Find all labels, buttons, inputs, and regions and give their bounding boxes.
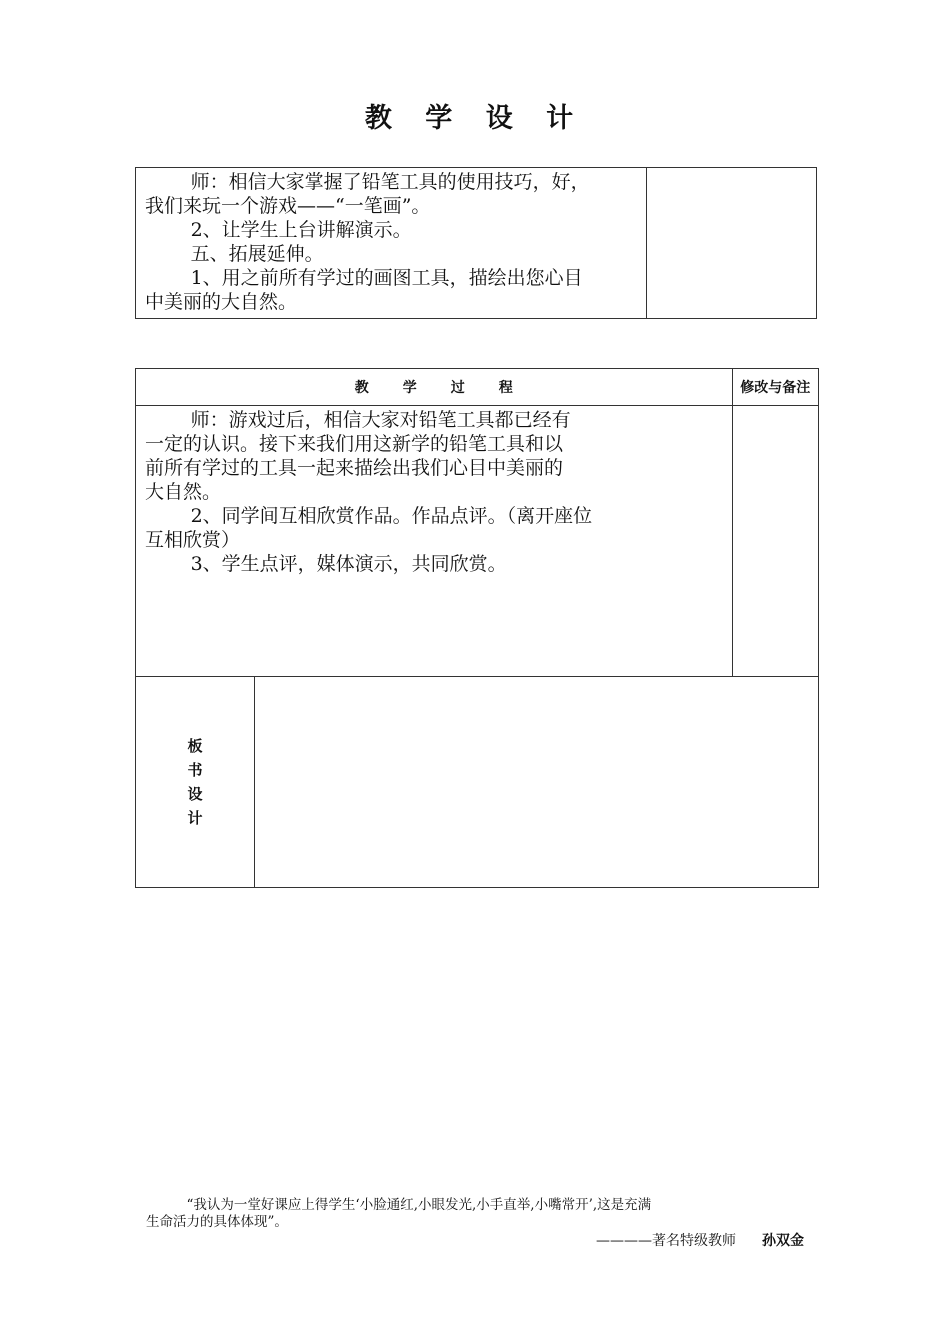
attribution: ————著名特级教师 xyxy=(596,1233,736,1249)
process-content-cell xyxy=(136,406,733,677)
board-label-char: 设 xyxy=(187,785,203,803)
notes-content-cell xyxy=(732,406,819,677)
lesson-process-table xyxy=(135,368,819,888)
board-design-label xyxy=(136,677,255,888)
process-line: 一定的认识。接下来我们用这新学的铅笔工具和以 xyxy=(145,433,564,455)
board-label-char: 书 xyxy=(187,761,203,779)
quote-line: 生命活力的具体体现”。 xyxy=(146,1214,288,1230)
content-line: 中美丽的大自然。 xyxy=(145,291,298,313)
page-title: 教 学 设 计 xyxy=(364,103,586,134)
lesson-content-cell xyxy=(136,168,647,319)
process-line: 互相欣赏） xyxy=(145,529,241,551)
content-line: 五、拓展延伸。 xyxy=(190,243,324,265)
footer-quote xyxy=(146,1197,814,1231)
board-design-content xyxy=(255,677,819,888)
notes-cell xyxy=(647,168,817,319)
process-header xyxy=(136,369,733,406)
content-line: 师：相信大家掌握了铅笔工具的使用技巧，好， xyxy=(190,171,590,193)
content-line: 1、用之前所有学过的画图工具，描绘出您心目 xyxy=(190,267,583,289)
content-line: 2、让学生上台讲解演示。 xyxy=(190,219,412,241)
notes-header-label: 修改与备注 xyxy=(740,380,811,396)
board-label-char: 计 xyxy=(187,809,203,827)
content-line: 我们来玩一个游戏——“一笔画”。 xyxy=(145,195,431,217)
footer-signature xyxy=(596,1230,804,1250)
process-line: 3、学生点评，媒体演示，共同欣赏。 xyxy=(190,553,507,575)
notes-header xyxy=(732,369,819,406)
process-line: 前所有学过的工具一起来描绘出我们心目中美丽的 xyxy=(145,457,564,479)
board-label-char: 板 xyxy=(187,737,203,755)
lesson-table-continued xyxy=(135,167,817,319)
process-line: 2、同学间互相欣赏作品。作品点评。（离开座位 xyxy=(190,505,593,527)
process-line: 师：游戏过后，相信大家对铅笔工具都已经有 xyxy=(190,409,571,431)
quote-line: “我认为一堂好课应上得学生‘小脸通红,小眼发光,小手直举,小嘴常开’,这是充满 xyxy=(186,1197,652,1213)
process-line: 大自然。 xyxy=(145,481,222,503)
author-name: 孙双金 xyxy=(762,1233,804,1249)
process-header-label: 教学过程 xyxy=(354,380,547,396)
